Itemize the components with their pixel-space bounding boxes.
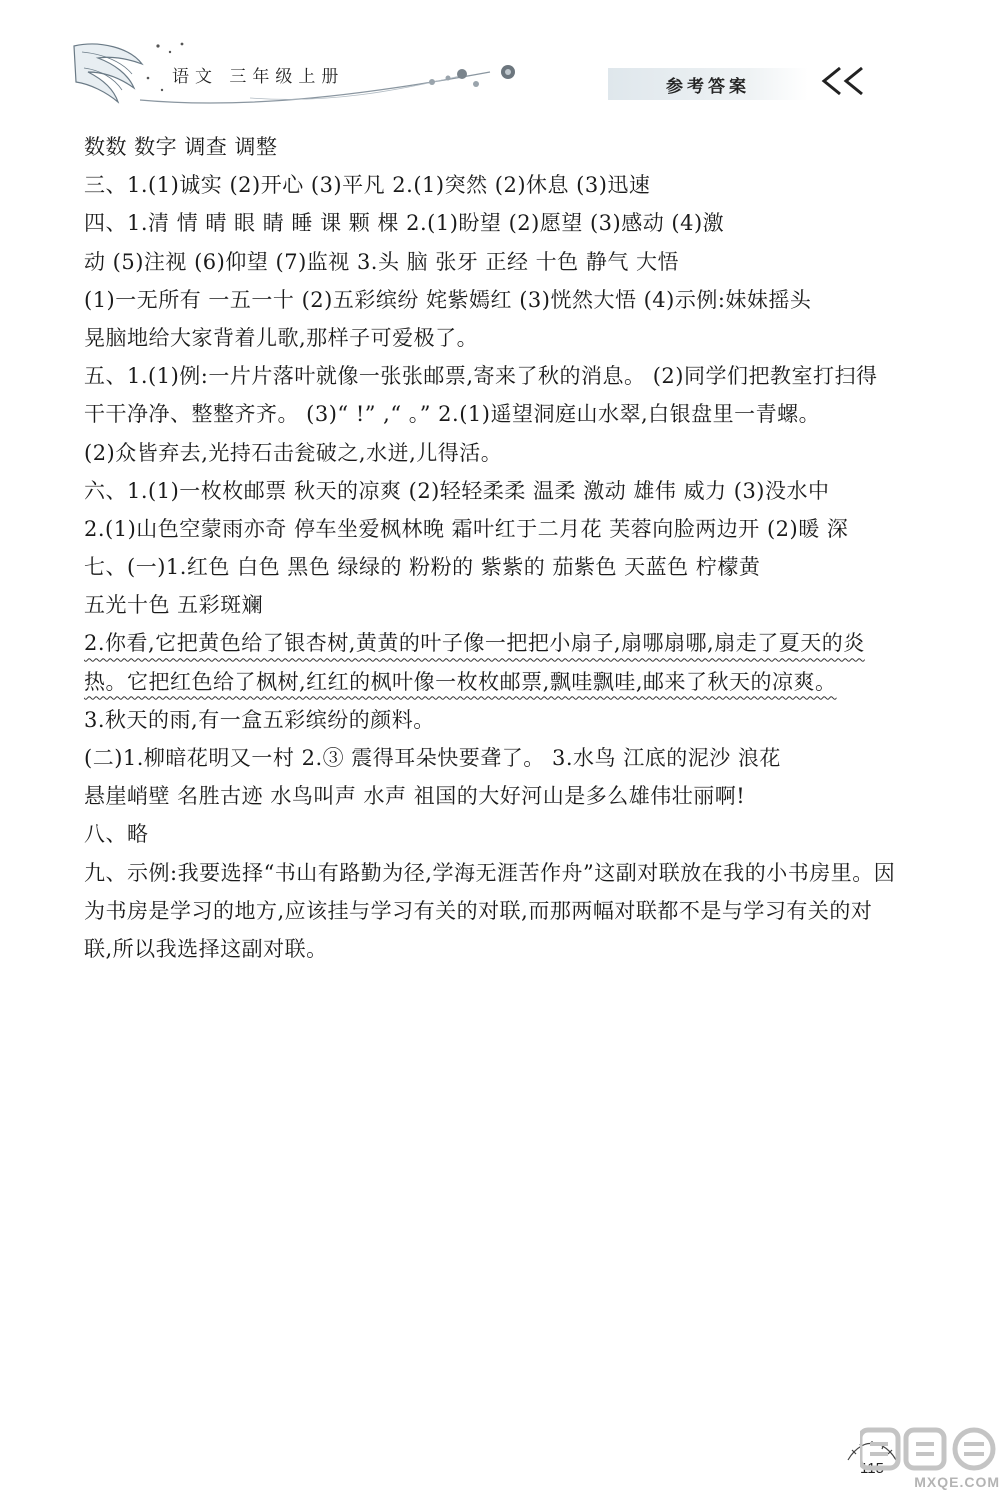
answer-line: 动 (5)注视 (6)仰望 (7)监视 3.头 脑 张牙 正经 十色 静气 大悟 (84, 249, 680, 274)
answer-line: 为书房是学习的地方,应该挂与学习有关的对联,而那两幅对联都不是与学习有关的对 (84, 898, 873, 923)
page-header (0, 0, 1000, 120)
wavy-underlined-text: 热。它把红色给了枫树,红红的枫叶像一枚枚邮票,飘哇飘哇,邮来了秋天的凉爽。 (84, 669, 837, 694)
answer-line: 三、1.(1)诚实 (2)开心 (3)平凡 2.(1)突然 (2)休息 (3)迅速 (84, 173, 651, 198)
answer-line: 2.(1)山色空蒙雨亦奇 停车坐爱枫林晚 霜叶红于二月花 芙蓉向脸两边开 (2)暖 深 (84, 516, 849, 541)
answer-line: 晃脑地给大家背着儿歌,那样子可爱极了。 (84, 325, 479, 350)
watermark-text: MXQE.COM (914, 1474, 1000, 1490)
double-chevron-left-icon (810, 64, 880, 98)
answer-line: 悬崖峭壁 名胜古迹 水鸟叫声 水声 祖国的大好河山是多么雄伟壮丽啊! (84, 784, 746, 809)
answer-line: 联,所以我选择这副对联。 (84, 936, 328, 961)
answer-line: 六、1.(1)一枚枚邮票 秋天的凉爽 (2)轻轻柔柔 温柔 激动 雄伟 威力 (3)没水中 (84, 478, 830, 503)
answer-line: (二)1.柳暗花明又一村 2.③ 震得耳朵快要聋了。 3.水鸟 江底的泥沙 浪花 (84, 746, 781, 770)
answer-line: (2)众皆弃去,光持石击瓮破之,水迸,儿得活。 (84, 440, 503, 465)
answer-line: 干干净净、整整齐齐。 (3)“ !” ,“ 。” 2.(1)遥望洞庭山水翠,白银盘里一青螺。 (84, 402, 821, 427)
answers-label: 参考答案 (666, 77, 750, 97)
answer-line: 3.秋天的雨,有一盒五彩缤纷的颜料。 (84, 707, 435, 732)
answer-line: 八、略 (84, 822, 149, 847)
answer-content (84, 128, 896, 968)
answer-line: 九、示例:我要选择“书山有路勤为径,学海无涯苦作舟”这副对联放在我的小书房里。因 (84, 860, 896, 885)
page-number: 115 (860, 1460, 884, 1477)
answers-banner (608, 68, 808, 100)
answer-line-underlined (84, 663, 884, 701)
subject-title: 语文 三年级上册 (172, 67, 345, 87)
watermark-logo-icon (860, 1424, 996, 1474)
answer-line: 数数 数字 调查 调整 (84, 135, 278, 159)
watermark (852, 1418, 1000, 1491)
answer-line-underlined (84, 624, 884, 662)
answer-line: 四、1.清 情 晴 眼 睛 睡 课 颗 棵 2.(1)盼望 (2)愿望 (3)感动 (4)激 (84, 211, 725, 236)
answer-line: 五光十色 五彩斑斓 (84, 593, 264, 618)
answer-line: 五、1.(1)例:一片片落叶就像一张张邮票,寄来了秋的消息。 (2)同学们把教室打扫得 (84, 364, 878, 389)
wavy-underlined-text: 2.你看,它把黄色给了银杏树,黄黄的叶子像一把把小扇子,扇哪扇哪,扇走了夏天的炎 (84, 631, 865, 656)
answer-line: (1)一无所有 一五一十 (2)五彩缤纷 姹紫嫣红 (3)恍然大悟 (4)示例:妹妹摇头 (84, 287, 812, 312)
answer-line: 七、(一)1.红色 白色 黑色 绿绿的 粉粉的 紫紫的 茄紫色 天蓝色 柠檬黄 (84, 555, 761, 580)
